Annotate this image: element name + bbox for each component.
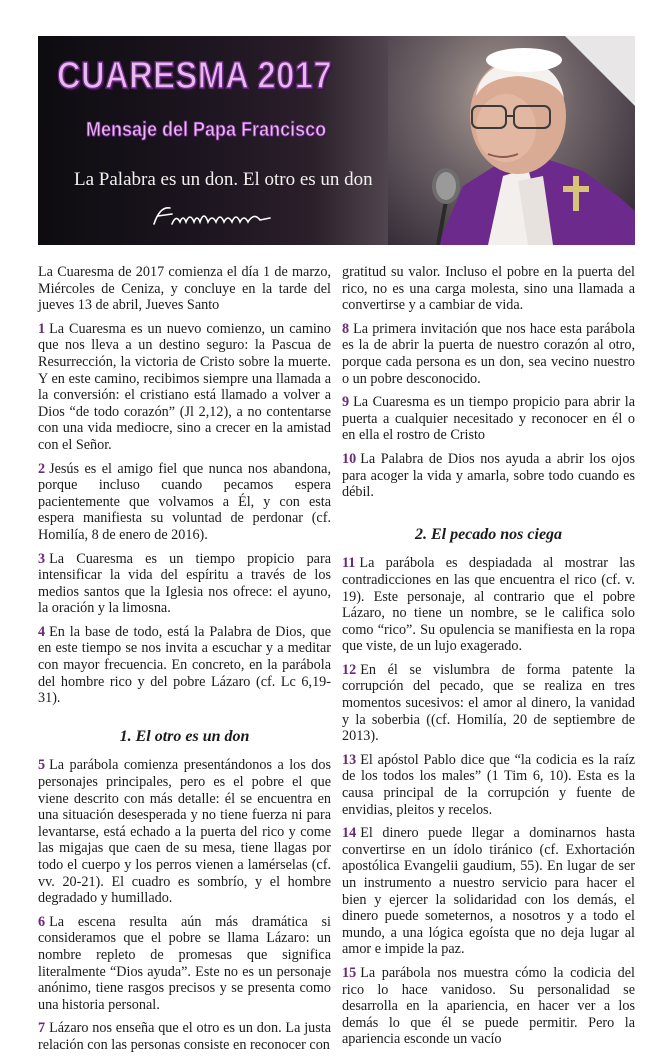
paragraph-number: 13 — [342, 751, 357, 768]
paragraph — [38, 461, 331, 544]
paragraph-text: Lázaro nos enseña que el otro es un don. La justa relación con las personas consiste en reconocer con — [38, 1020, 331, 1053]
paragraph-number: 4 — [38, 623, 46, 640]
paragraph-number: 6 — [38, 913, 46, 930]
paragraph — [38, 321, 331, 454]
paragraph — [342, 555, 635, 655]
paragraph-number: 11 — [342, 555, 356, 572]
paragraph — [342, 752, 635, 818]
banner-motto: La Palabra es un don. El otro es un don — [74, 169, 373, 190]
paragraph — [342, 394, 635, 444]
paragraph-number: 1 — [38, 320, 46, 337]
paragraph-text: En él se vislumbra de forma patente la corrupción del pecado, que se realiza en tres momentos sucesivos: el amor al dinero, la vanidad y la soberbia ((cf. Homilía, 20 de septiembre de 2013). — [342, 661, 635, 745]
paragraph-text: La Cuaresma es un tiempo propicio para intensificar la vida del espíritu a través de los medios santos que la Iglesia nos ofrece: el ayuno, la oración y la limosna. — [38, 550, 331, 617]
paragraph — [38, 1020, 331, 1053]
paragraph-number: 3 — [38, 550, 46, 567]
paragraph-number: 2 — [38, 460, 46, 477]
paragraph — [342, 662, 635, 745]
paragraph-text: La primera invitación que nos hace esta parábola es la de abrir la puerta de nuestro corazón al otro, porque cada persona es un don, sea vecino nuestro o un pobre desconocido. — [342, 320, 635, 387]
paragraph-text: En la base de todo, está la Palabra de Dios, que en este tiempo se nos invita a escuchar y a meditar con mayor frecuencia. En concreto, en la parábola del hombre rico y del pobre Lázaro (cf. Lc 6,19-31). — [38, 623, 331, 707]
article-column-right — [342, 264, 635, 1055]
section-heading: 1. El otro es un don — [119, 727, 250, 745]
paragraph-text: La Palabra de Dios nos ayuda a abrir los ojos para acoger la vida y amarla, sobre todo cuando es débil. — [342, 450, 635, 501]
paragraph-text: La Cuaresma es un nuevo comienzo, un camino que nos lleva a un destino seguro: la Pascua de Resurrección, la victoria de Cristo sobre la muerte. Y en este camino, recibimos siempre una llamada a la conversión: el cristiano está llamado a volver a Dios “de todo corazón” (Jl 2,12), a no contentarse con una vida mediocre, sino a crecer en la amistad con el Señor. — [38, 320, 331, 453]
continuation-paragraph: gratitud su valor. Incluso el pobre en la puerta del rico, no es una carga molesta, sino una llamada a convertirse y a cambiar de vida. — [342, 264, 635, 314]
paragraph-number: 14 — [342, 825, 357, 842]
paragraph-text: El dinero puede llegar a dominarnos hasta convertirse en un ídolo tiránico (cf. Exhortación apostólica Evangelii gaudium, 55). En lugar de ser un instrumento a nuestro servicio para hacer el bien y ejercer la solidaridad con los demás, el dinero puede someternos, a nosotros y a todo el mundo, a una lógica egoísta que no deja lugar al amor e impide la paz. — [342, 825, 635, 958]
paragraph-number: 15 — [342, 964, 357, 981]
paragraph — [342, 825, 635, 958]
paragraph-text: El apóstol Pablo dice que “la codicia es la raíz de los todos los males” (1 Tim 6, 10). Esta es la causa principal de la corrupción y fuente de envidias, pleitos y recelos. — [342, 751, 635, 818]
paragraph-number: 12 — [342, 661, 357, 678]
corner-stripe — [565, 36, 635, 106]
banner-subtitle: Mensaje del Papa Francisco — [86, 119, 327, 141]
paragraph-number: 9 — [342, 394, 350, 411]
paragraph — [342, 321, 635, 387]
paragraph — [38, 757, 331, 906]
paragraph-text: La parábola es despiadada al mostrar las contradicciones en las que encuentra el rico (cf. v. 19). Este personaje, al contrario que el pobre Lázaro, no tiene un nombre, se le califica solo como “rico”. Su opulencia se manifiesta en la ropa que viste, de un lujo exagerado. — [342, 555, 635, 655]
header-banner — [38, 36, 635, 245]
paragraph — [38, 551, 331, 617]
paragraph-text: Jesús es el amigo fiel que nunca nos abandona, porque incluso cuando pecamos espera pacientemente que volvamos a Él, y con esta espera manifiesta su voluntad de perdonar (cf. Homilía, 8 de enero de 2016). — [38, 460, 331, 543]
paragraph-number: 10 — [342, 450, 357, 467]
signature-image — [150, 202, 275, 232]
section-heading: 2. El pecado nos ciega — [414, 525, 563, 543]
paragraph-text: La parábola comienza presentándonos a los dos personajes principales, pero es el pobre el que viene descrito con más detalle: él se encuentra en una situación desesperada y no tiene fuerza ni para levantarse, está echado a la puerta del rico y come las migajas que caen de su mesa, tiene llagas por todo el cuerpo y los perros vienen a lamérselas (cf. vv. 20-21). El cuadro es sombrío, y el hombre degradado y humillado. — [38, 757, 331, 907]
paragraph-number: 7 — [38, 1020, 46, 1037]
paragraph-text: La escena resulta aún más dramática si consideramos que el pobre se llama Lázaro: un nombre repleto de promesas que significa literalmente “Dios ayuda”. Este no es un personaje anónimo, tiene rasgos precisos y se presenta como una historia personal. — [38, 913, 331, 1013]
paragraph — [38, 624, 331, 707]
paragraph — [38, 914, 331, 1014]
paragraph — [342, 965, 635, 1048]
intro-paragraph: La Cuaresma de 2017 comienza el día 1 de marzo, Miércoles de Ceniza, y concluye en la tarde del jueves 13 de abril, Jueves Santo — [38, 264, 331, 314]
paragraph-text: La Cuaresma es un tiempo propicio para abrir la puerta a cualquier necesitado y reconocer en él o en ella el rostro de Cristo — [342, 394, 635, 444]
paragraph — [342, 451, 635, 501]
article-column-left — [38, 264, 331, 1061]
paragraph-text: La parábola nos muestra cómo la codicia del rico lo hace vanidoso. Su personalidad se desarrolla en la apariencia, en hacer ver a los demás lo que él se puede permitir. Pero la apariencia esconde un vacío — [342, 964, 635, 1048]
paragraph-number: 8 — [342, 320, 350, 337]
paragraph-number: 5 — [38, 757, 46, 774]
banner-title: CUARESMA 2017 — [57, 55, 332, 97]
